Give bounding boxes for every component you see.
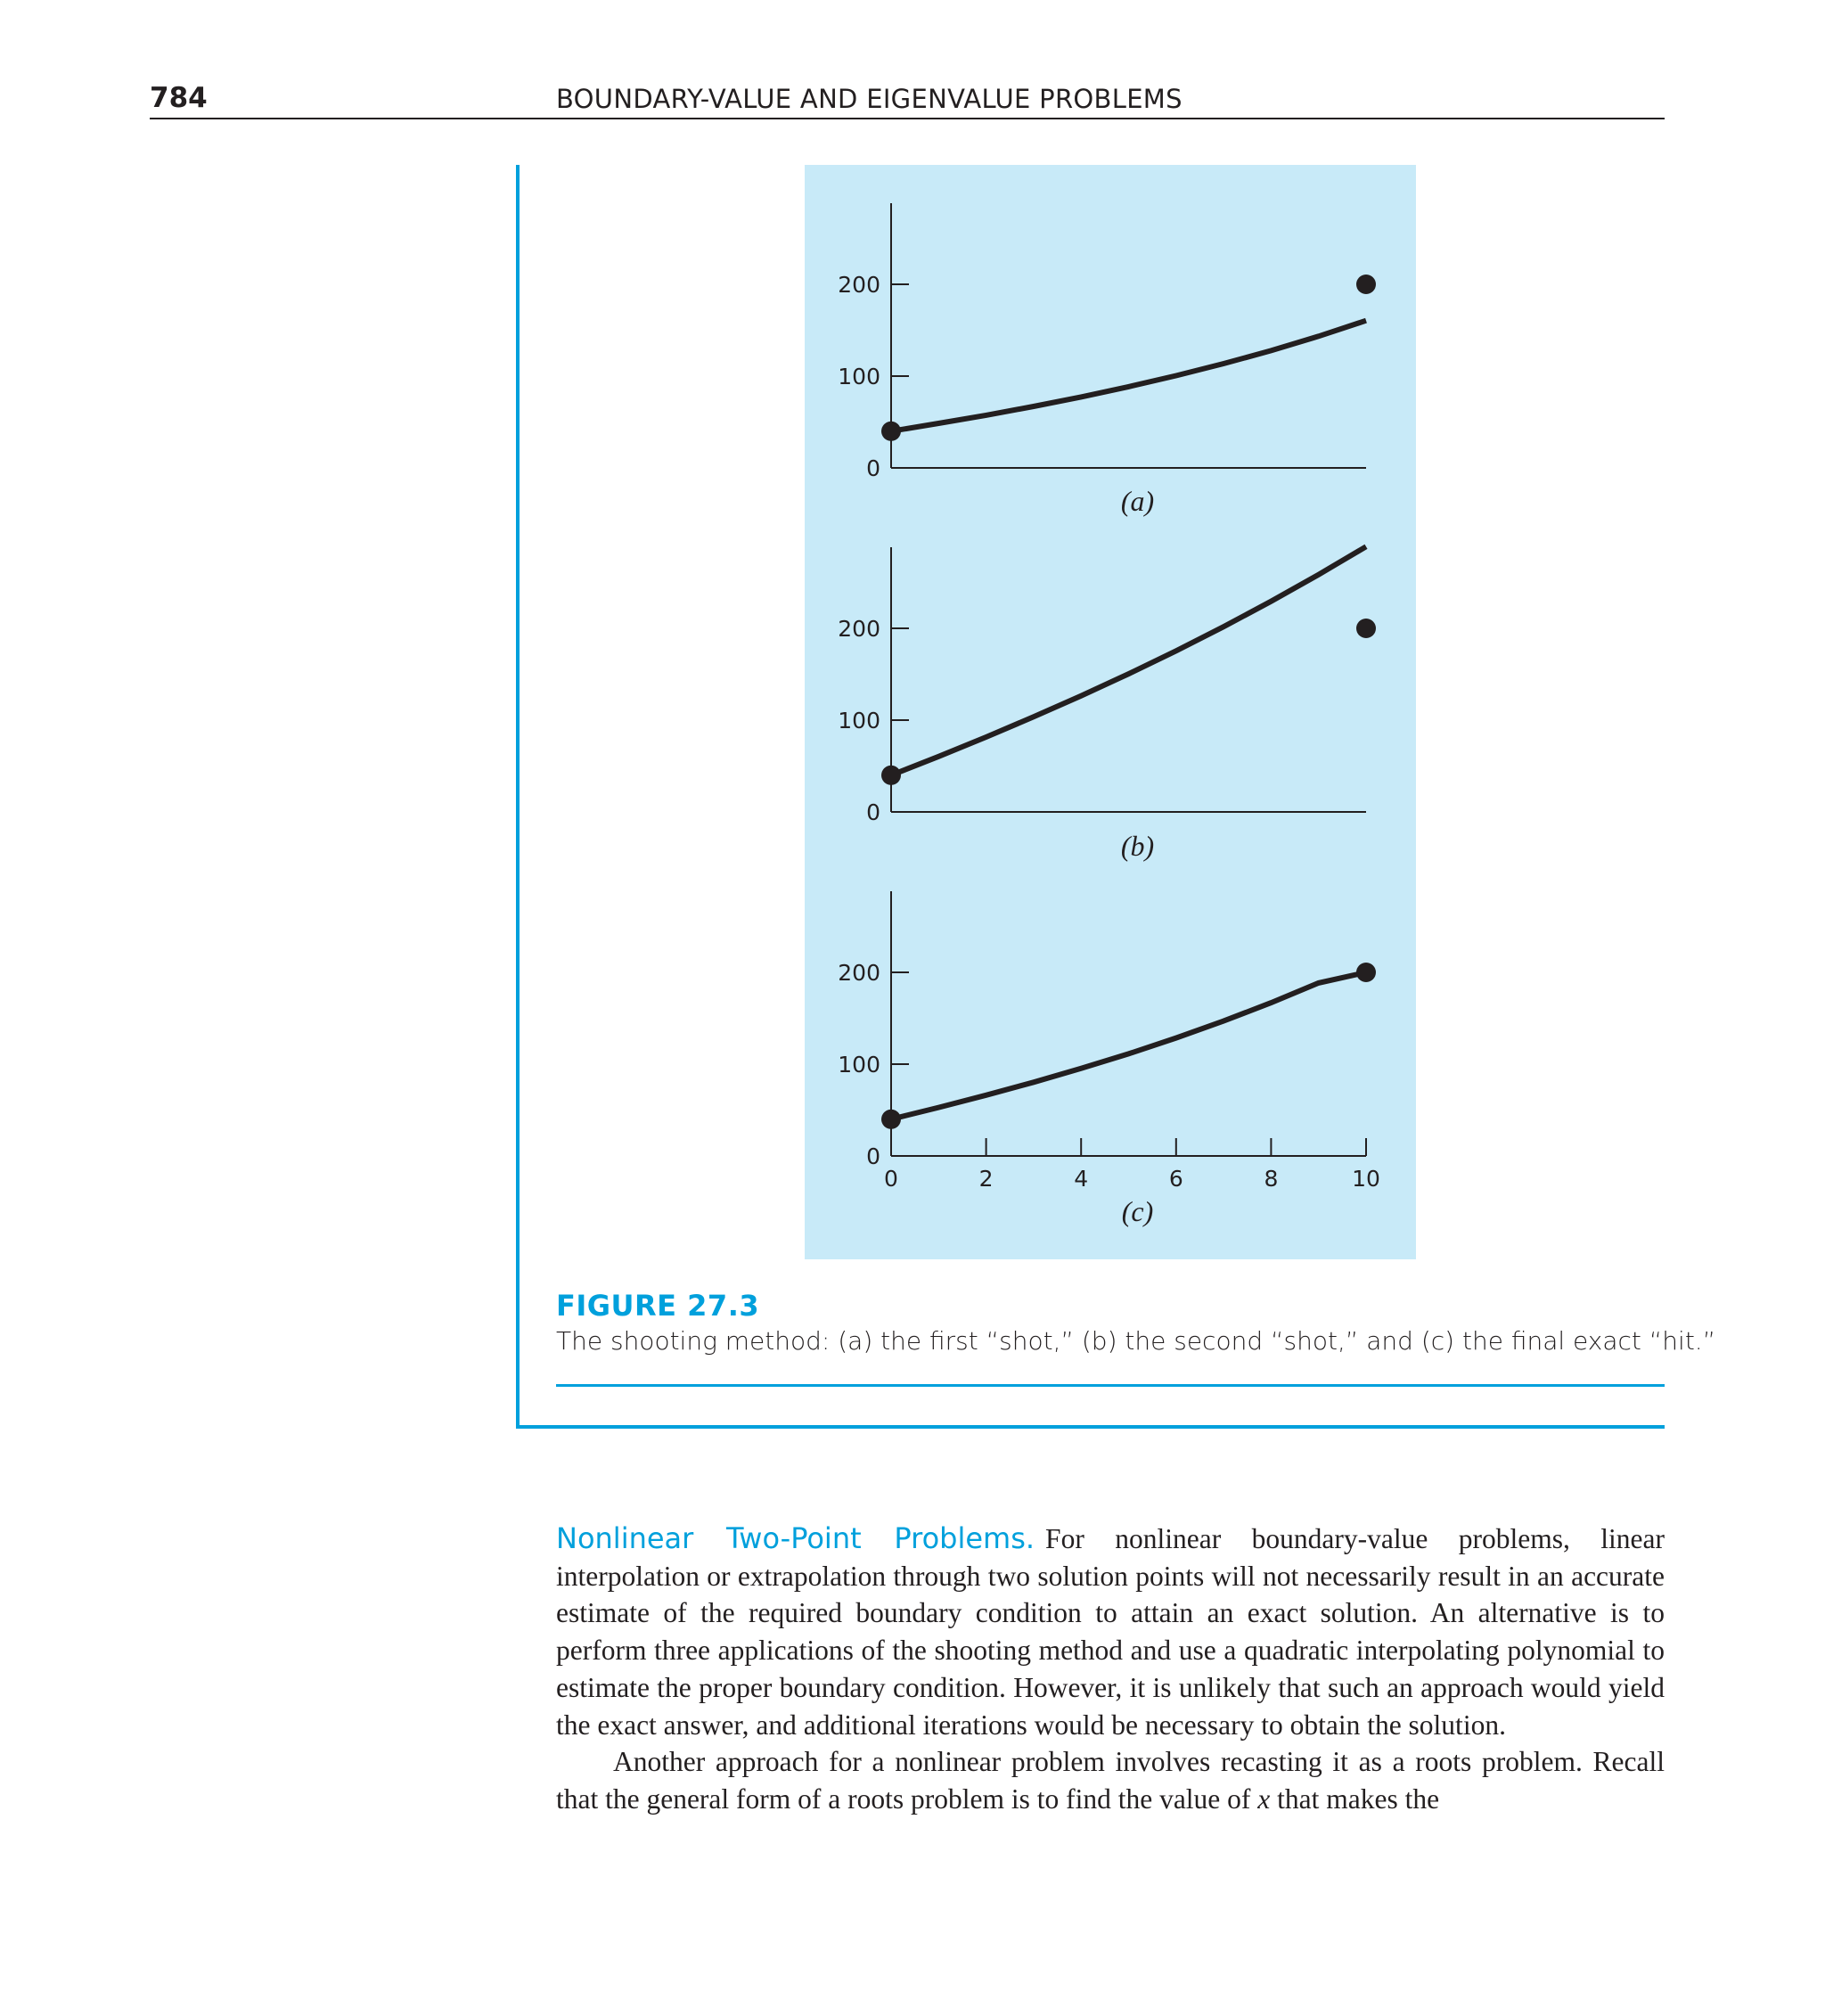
chart-b-boundary-point xyxy=(1356,619,1376,638)
chart-b-series-line xyxy=(891,546,1366,775)
chart-c-xtick-label: 0 xyxy=(884,1166,898,1192)
page-number: 784 xyxy=(150,82,208,114)
chart-a-series-line xyxy=(891,321,1366,431)
chart-c-ytick-label: 200 xyxy=(838,960,880,986)
running-title: BOUNDARY-VALUE AND EIGENVALUE PROBLEMS xyxy=(556,84,1183,114)
chart-c-xtick-label: 6 xyxy=(1168,1166,1183,1192)
chart-c-panel-label: (c) xyxy=(1121,1195,1154,1227)
math-variable: x xyxy=(1257,1782,1271,1815)
paragraph-2-text-a: Another approach for a nonlinear problem involves recasting it as a roots problem. Recall that the general form of a roots problem is to find the value of xyxy=(556,1746,1665,1815)
chart-c-ytick-label: 100 xyxy=(838,1052,880,1078)
chart-a-ytick-label: 100 xyxy=(838,364,880,389)
chart-b-ytick-label: 100 xyxy=(838,708,880,733)
chart-b-ytick-label: 200 xyxy=(838,616,880,642)
chart-a-boundary-point xyxy=(881,422,901,441)
chart-c-series-line xyxy=(891,972,1366,1119)
chart-a-ytick-label: 200 xyxy=(838,272,880,298)
chart-b-panel-label: (b) xyxy=(1120,830,1155,862)
chart-c-xtick-label: 8 xyxy=(1264,1166,1279,1192)
figure-caption: The shooting method: (a) the first “shot,” (b) the second “shot,” and (c) the final exact “hit.” xyxy=(556,1326,1716,1356)
paragraph-1-text: For nonlinear boundary-value problems, linear interpolation or extrapolation through two solution points will not necessarily result in an accurate estimate of the required boundary condition to attain an exact solution. An alternative is to perform three applications of the shooting method and use a quadratic interpolating polynomial to estimate the proper boundary condition. However, it is unlikely that such an approach would yield the exact answer, and additional iterations would be necessary to obtain the solution. xyxy=(556,1523,1665,1741)
chart-c-boundary-point xyxy=(1356,963,1376,982)
chart-a-boundary-point xyxy=(1356,275,1376,294)
paragraph-2 xyxy=(556,1743,1665,1817)
chart-b-ytick-label: 0 xyxy=(866,799,880,825)
chart-c-ytick-label: 0 xyxy=(866,1143,880,1169)
chart-c-xtick-label: 4 xyxy=(1074,1166,1089,1192)
chart-a-ytick-label: 0 xyxy=(866,455,880,481)
chart-c-boundary-point xyxy=(881,1110,901,1129)
paragraph-2-text-b: that makes the xyxy=(1270,1782,1440,1815)
chart-c-xtick-label: 2 xyxy=(978,1166,994,1192)
chart-a-panel-label: (a) xyxy=(1120,485,1155,517)
caption-rule xyxy=(556,1384,1665,1387)
section-heading: Nonlinear Two-Point Problems. xyxy=(556,1521,1035,1555)
figure-frame-bottom-rule xyxy=(516,1425,1665,1429)
body-text xyxy=(556,1520,1665,1818)
figure-label: FIGURE 27.3 xyxy=(556,1289,760,1323)
paragraph-1 xyxy=(556,1520,1665,1743)
chart-b-boundary-point xyxy=(881,766,901,785)
chart-c-xtick-label: 10 xyxy=(1352,1166,1380,1192)
